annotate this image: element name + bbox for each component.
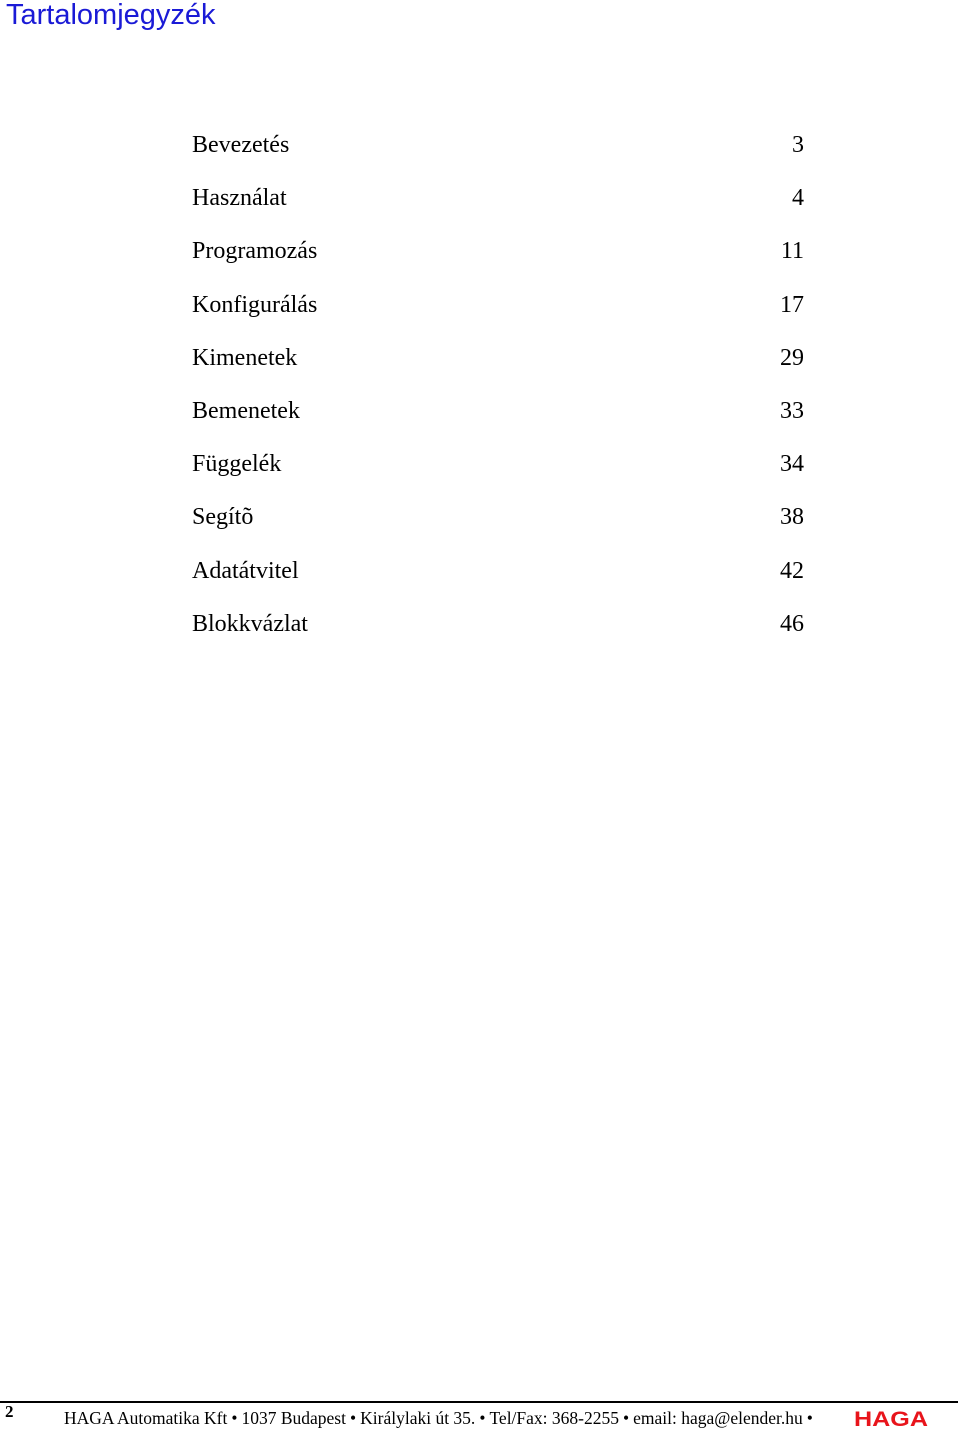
toc-entry-page-number: 3: [792, 132, 804, 158]
toc-entry-page-number: 11: [780, 238, 804, 265]
footer-contact-line: [64, 1407, 817, 1429]
bullet-separator: •: [231, 1408, 238, 1428]
toc-entry-label: Konfigurálás: [192, 291, 318, 318]
toc-entry-label: Kimenetek: [192, 344, 298, 371]
toc-entry-label: Bemenetek: [192, 397, 300, 424]
footer-address-city: 1037 Budapest: [241, 1408, 346, 1428]
toc-entry-page-number: 33: [780, 397, 804, 424]
toc-entry-page-number: 46: [780, 610, 804, 637]
toc-entry-konfiguralas[interactable]: [192, 286, 804, 339]
toc-entry-fuggelek[interactable]: [192, 445, 804, 498]
toc-entry-label: Függelék: [192, 451, 282, 478]
toc-entry-label: Programozás: [192, 238, 318, 265]
toc-entry-page-number: 38: [780, 504, 804, 531]
toc-entry-bevezetes[interactable]: [192, 126, 804, 179]
toc-entry-label: Adatátvitel: [192, 557, 299, 584]
toc-entry-programozas[interactable]: [192, 232, 804, 285]
toc-entry-page-number: 34: [780, 451, 804, 478]
footer-page-number: 2: [5, 1402, 14, 1421]
bullet-separator: •: [479, 1408, 486, 1428]
toc-entry-blokkvazlat[interactable]: [192, 605, 804, 658]
logo-wordmark: HAGA: [854, 1408, 928, 1429]
toc-entry-adatatvitel[interactable]: [192, 552, 804, 605]
haga-logo: [854, 1407, 928, 1429]
toc-entry-label: Segítõ: [192, 504, 254, 531]
toc-entry-bemenetek[interactable]: [192, 392, 804, 445]
page-title: Tartalomjegyzék: [6, 0, 216, 31]
footer-company: HAGA Automatika Kft: [64, 1408, 228, 1428]
toc-entry-page-number: 4: [792, 185, 804, 212]
toc-entry-page-number: 42: [780, 557, 804, 584]
toc-entry-label: Használat: [192, 185, 287, 212]
toc-entry-label: Bevezetés: [192, 132, 290, 158]
toc-entry-page-number: 29: [780, 344, 804, 371]
toc-entry-page-number: 17: [780, 291, 804, 318]
footer-phone: Tel/Fax: 368-2255: [489, 1408, 619, 1428]
bullet-separator: •: [622, 1408, 630, 1428]
footer-email: email: haga@elender.hu: [633, 1408, 803, 1428]
toc-entry-hasznalat[interactable]: [192, 179, 804, 232]
toc-entry-label: Blokkvázlat: [192, 610, 308, 637]
bullet-separator: •: [349, 1408, 357, 1428]
table-of-contents: [192, 126, 804, 658]
footer-divider: [0, 1401, 958, 1403]
bullet-separator: •: [806, 1408, 813, 1428]
toc-entry-segito[interactable]: [192, 498, 804, 551]
footer-address-street: Királylaki út 35.: [360, 1408, 476, 1428]
toc-entry-kimenetek[interactable]: [192, 339, 804, 392]
